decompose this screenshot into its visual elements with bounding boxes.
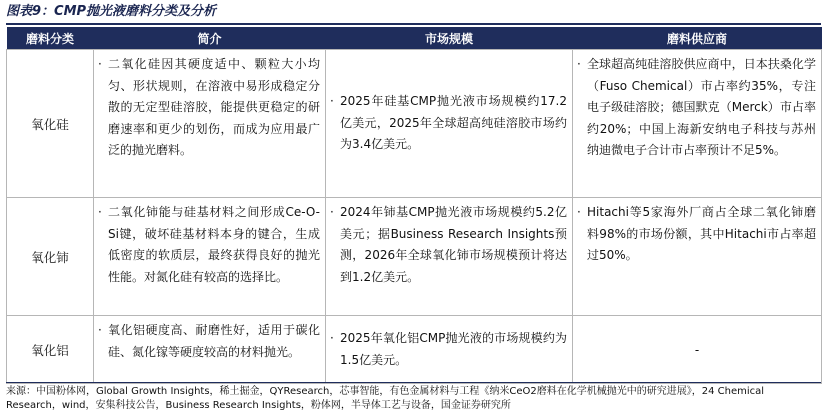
header-supplier: 磨料供应商 — [573, 27, 822, 50]
table-row — [7, 198, 822, 316]
table-row — [7, 50, 822, 198]
supplier-cell — [573, 198, 822, 316]
category-cell: 氧化铝 — [7, 316, 94, 384]
intro-cell — [94, 50, 326, 198]
bullet: · — [577, 205, 581, 219]
table-row — [7, 316, 822, 384]
supplier-text: 全球超高纯硅溶胶供应商中，日本扶桑化学（Fuso Chemical）市占率约35%，专注电子级硅溶胶；德国默克（Merck）市占率约20%；中国上海新安纳电子科技与苏州纳迪微电子合计市占率预计不足5%。 — [587, 57, 816, 157]
market-cell — [326, 198, 573, 316]
intro-text: 二氧化硅因其硬度适中、颗粒大小均匀、形状规则，在溶液中易形成稳定分散的无定型硅溶胶，能提供更稳定的研磨速率和更少的划伤，而成为应用最广泛的抛光磨料。 — [108, 57, 320, 157]
supplier-text: Hitachi等5家海外厂商占全球二氧化铈磨料98%的市场份额，其中Hitachi市占率超过50%。 — [587, 205, 816, 262]
bullet: · — [577, 57, 581, 71]
category-cell: 氧化硅 — [7, 50, 94, 198]
intro-text: 氧化铝硬度高、耐磨性好，适用于碳化硅、氮化镓等硬度较高的材料抛光。 — [108, 323, 320, 359]
bullet: · — [330, 205, 334, 219]
bullet: · — [98, 205, 102, 219]
category-cell: 氧化铈 — [7, 198, 94, 316]
title-rule — [6, 23, 821, 25]
bullet: · — [98, 323, 102, 337]
intro-cell — [94, 316, 326, 384]
market-text: 2025年硅基CMP抛光液市场规模约17.2亿美元，2025年全球超高纯硅溶胶市场约为3.4亿美元。 — [340, 94, 567, 152]
market-text: 2025年氧化铝CMP抛光液的市场规模约为1.5亿美元。 — [340, 331, 567, 367]
market-text: 2024年铈基CMP抛光液市场规模约5.2亿美元；据Business Research Insights预测，2026年全球氧化铈市场规模预计将达到1.2亿美元。 — [340, 205, 567, 284]
market-cell — [326, 316, 573, 384]
abrasive-table — [6, 27, 822, 384]
table-header-row — [7, 27, 822, 50]
header-market: 市场规模 — [326, 27, 573, 50]
intro-text: 二氧化铈能与硅基材料之间形成Ce-O-Si键，破坏硅基材料本身的键合，生成低密度的软质层，最终获得良好的抛光性能。对氮化硅有较高的选择比。 — [108, 205, 320, 284]
figure-title: 图表9：CMP抛光液磨料分类及分析 — [6, 4, 217, 19]
market-cell — [326, 50, 573, 198]
bullet: · — [330, 94, 334, 109]
source-note: 来源：中国粉体网，Global Growth Insights，稀土掘金，QYResearch，芯事智能，有色金属材料与工程《纳米CeO2磨料在化学机械抛光中的研究进展》，24 Chemical Research，wind，安集科技公告，Business Research Insights，粉体网，半导体工艺与设备，国金证券研究所 — [6, 382, 821, 413]
intro-cell — [94, 198, 326, 316]
bullet: · — [98, 57, 102, 71]
bullet: · — [330, 331, 334, 345]
supplier-cell — [573, 50, 822, 198]
supplier-cell: - — [573, 316, 822, 384]
header-category: 磨料分类 — [7, 27, 94, 50]
header-intro: 简介 — [94, 27, 326, 50]
